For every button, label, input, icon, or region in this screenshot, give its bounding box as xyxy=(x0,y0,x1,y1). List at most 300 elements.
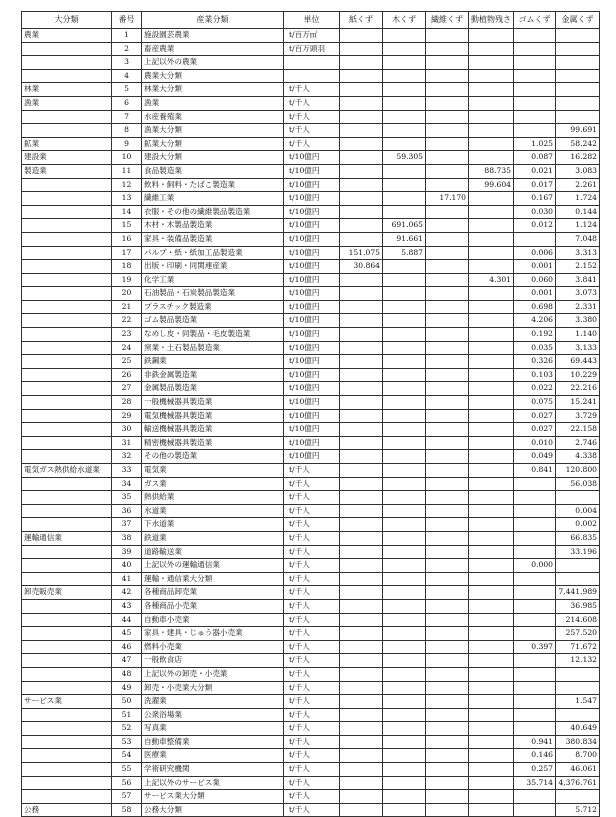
rubber-waste-cell: 0.001 xyxy=(514,287,556,301)
unit-cell: t/千人 xyxy=(284,695,340,709)
wood-waste-cell xyxy=(383,29,426,43)
wood-waste-cell xyxy=(383,803,426,817)
unit-cell: t/千人 xyxy=(284,667,340,681)
rubber-waste-cell: 0.075 xyxy=(514,396,556,410)
unit-cell xyxy=(284,56,340,70)
paper-waste-cell xyxy=(340,518,383,532)
wood-waste-cell xyxy=(383,287,426,301)
major-category-cell xyxy=(22,776,112,790)
rubber-waste-cell xyxy=(514,518,556,532)
major-category-cell: 農業 xyxy=(22,29,112,43)
fiber-waste-cell xyxy=(426,287,469,301)
animal-plant-residue-cell xyxy=(469,287,514,301)
fiber-waste-cell xyxy=(426,695,469,709)
metal-waste-cell xyxy=(556,29,600,43)
unit-cell: t/千人 xyxy=(284,803,340,817)
row-number-cell: 54 xyxy=(112,749,142,763)
metal-waste-cell: 5.712 xyxy=(556,803,600,817)
unit-cell: t/千人 xyxy=(284,599,340,613)
wood-waste-cell xyxy=(383,192,426,206)
unit-cell: t/千人 xyxy=(284,749,340,763)
major-category-cell xyxy=(22,477,112,491)
industry-name-cell: 石油製品・石炭製品製造業 xyxy=(142,287,284,301)
animal-plant-residue-cell xyxy=(469,328,514,342)
wood-waste-cell xyxy=(383,178,426,192)
industry-name-cell: 輸送機械器具製造業 xyxy=(142,423,284,437)
table-row xyxy=(22,436,600,450)
industry-name-cell: 電気業 xyxy=(142,464,284,478)
fiber-waste-cell xyxy=(426,382,469,396)
major-category-cell xyxy=(22,504,112,518)
wood-waste-cell xyxy=(383,436,426,450)
animal-plant-residue-cell xyxy=(469,29,514,43)
metal-waste-cell: 46.061 xyxy=(556,763,600,777)
metal-waste-cell: 4.338 xyxy=(556,450,600,464)
table-row xyxy=(22,273,600,287)
metal-waste-cell: 15.241 xyxy=(556,396,600,410)
row-number-cell: 25 xyxy=(112,355,142,369)
wood-waste-cell xyxy=(383,735,426,749)
fiber-waste-cell xyxy=(426,681,469,695)
industry-name-cell: 燃料小売業 xyxy=(142,640,284,654)
table-row xyxy=(22,423,600,437)
table-row xyxy=(22,749,600,763)
table-row xyxy=(22,531,600,545)
metal-waste-cell: 58.242 xyxy=(556,137,600,151)
fiber-waste-cell xyxy=(426,654,469,668)
unit-cell: t/千人 xyxy=(284,763,340,777)
industry-name-cell: 鉱業大分類 xyxy=(142,137,284,151)
header-paper-waste: 紙くず xyxy=(340,12,383,29)
row-number-cell: 17 xyxy=(112,246,142,260)
major-category-cell xyxy=(22,314,112,328)
table-row xyxy=(22,96,600,110)
metal-waste-cell xyxy=(556,790,600,804)
wood-waste-cell xyxy=(383,368,426,382)
rubber-waste-cell: 0.326 xyxy=(514,355,556,369)
header-metal-waste: 金属くず xyxy=(556,12,600,29)
animal-plant-residue-cell xyxy=(469,749,514,763)
major-category-cell xyxy=(22,640,112,654)
unit-cell: t/10億円 xyxy=(284,382,340,396)
rubber-waste-cell xyxy=(514,56,556,70)
table-row xyxy=(22,735,600,749)
unit-cell: t/千人 xyxy=(284,640,340,654)
wood-waste-cell xyxy=(383,396,426,410)
unit-cell: t/10億円 xyxy=(284,232,340,246)
table-row xyxy=(22,355,600,369)
animal-plant-residue-cell xyxy=(469,654,514,668)
row-number-cell: 2 xyxy=(112,42,142,56)
industry-name-cell: 電気機械器具製造業 xyxy=(142,409,284,423)
industry-name-cell: ガス業 xyxy=(142,477,284,491)
rubber-waste-cell xyxy=(514,124,556,138)
table-row xyxy=(22,69,600,83)
fiber-waste-cell xyxy=(426,722,469,736)
metal-waste-cell xyxy=(556,56,600,70)
industry-name-cell: 漁業大分類 xyxy=(142,124,284,138)
industry-name-cell: 施設園芸農業 xyxy=(142,29,284,43)
wood-waste-cell xyxy=(383,314,426,328)
table-row xyxy=(22,260,600,274)
metal-waste-cell: 1.547 xyxy=(556,695,600,709)
industry-name-cell: 上記以外の農業 xyxy=(142,56,284,70)
row-number-cell: 37 xyxy=(112,518,142,532)
table-row xyxy=(22,328,600,342)
unit-cell: t/10億円 xyxy=(284,341,340,355)
rubber-waste-cell: 0.027 xyxy=(514,409,556,423)
major-category-cell xyxy=(22,219,112,233)
row-number-cell: 22 xyxy=(112,314,142,328)
table-row xyxy=(22,164,600,178)
document-page xyxy=(21,11,599,817)
row-number-cell: 51 xyxy=(112,708,142,722)
wood-waste-cell xyxy=(383,708,426,722)
table-row xyxy=(22,599,600,613)
major-category-cell xyxy=(22,763,112,777)
animal-plant-residue-cell xyxy=(469,586,514,600)
major-category-cell xyxy=(22,232,112,246)
fiber-waste-cell xyxy=(426,355,469,369)
table-row xyxy=(22,232,600,246)
metal-waste-cell xyxy=(556,667,600,681)
animal-plant-residue-cell xyxy=(469,232,514,246)
metal-waste-cell: 22.216 xyxy=(556,382,600,396)
rubber-waste-cell: 0.192 xyxy=(514,328,556,342)
row-number-cell: 12 xyxy=(112,178,142,192)
major-category-cell xyxy=(22,735,112,749)
unit-cell: t/千人 xyxy=(284,124,340,138)
unit-cell: t/千人 xyxy=(284,586,340,600)
rubber-waste-cell: 0.087 xyxy=(514,151,556,165)
row-number-cell: 20 xyxy=(112,287,142,301)
industry-name-cell: 繊維工業 xyxy=(142,192,284,206)
row-number-cell: 32 xyxy=(112,450,142,464)
major-category-cell xyxy=(22,260,112,274)
wood-waste-cell xyxy=(383,96,426,110)
animal-plant-residue-cell xyxy=(469,56,514,70)
unit-cell: t/千人 xyxy=(284,477,340,491)
industry-name-cell: 各種商品小売業 xyxy=(142,599,284,613)
rubber-waste-cell: 0.397 xyxy=(514,640,556,654)
industry-name-cell: 上記以外の運輸通信業 xyxy=(142,559,284,573)
paper-waste-cell: 30.864 xyxy=(340,260,383,274)
major-category-cell xyxy=(22,300,112,314)
wood-waste-cell xyxy=(383,273,426,287)
major-category-cell xyxy=(22,124,112,138)
row-number-cell: 58 xyxy=(112,803,142,817)
fiber-waste-cell xyxy=(426,436,469,450)
fiber-waste-cell xyxy=(426,260,469,274)
metal-waste-cell: 10.229 xyxy=(556,368,600,382)
fiber-waste-cell xyxy=(426,409,469,423)
metal-waste-cell xyxy=(556,96,600,110)
rubber-waste-cell xyxy=(514,42,556,56)
rubber-waste-cell: 0.027 xyxy=(514,423,556,437)
paper-waste-cell xyxy=(340,314,383,328)
fiber-waste-cell xyxy=(426,232,469,246)
table-row xyxy=(22,586,600,600)
industry-name-cell: サービス業大分類 xyxy=(142,790,284,804)
industry-name-cell: 衣服・その他の繊維製品製造業 xyxy=(142,205,284,219)
wood-waste-cell xyxy=(383,627,426,641)
metal-waste-cell: 2.261 xyxy=(556,178,600,192)
animal-plant-residue-cell xyxy=(469,110,514,124)
table-row xyxy=(22,83,600,97)
industry-name-cell: パルプ・紙・紙加工品製造業 xyxy=(142,246,284,260)
animal-plant-residue-cell: 88.735 xyxy=(469,164,514,178)
paper-waste-cell xyxy=(340,667,383,681)
unit-cell: t/10億円 xyxy=(284,219,340,233)
unit-cell: t/千人 xyxy=(284,776,340,790)
metal-waste-cell: 36.985 xyxy=(556,599,600,613)
table-row xyxy=(22,341,600,355)
animal-plant-residue-cell xyxy=(469,545,514,559)
metal-waste-cell: 33.196 xyxy=(556,545,600,559)
rubber-waste-cell: 0.017 xyxy=(514,178,556,192)
animal-plant-residue-cell xyxy=(469,477,514,491)
table-row xyxy=(22,654,600,668)
industry-name-cell: 学術研究機関 xyxy=(142,763,284,777)
paper-waste-cell xyxy=(340,328,383,342)
rubber-waste-cell xyxy=(514,232,556,246)
major-category-cell: 卸売販売業 xyxy=(22,586,112,600)
fiber-waste-cell xyxy=(426,803,469,817)
wood-waste-cell xyxy=(383,464,426,478)
major-category-cell xyxy=(22,450,112,464)
paper-waste-cell xyxy=(340,613,383,627)
metal-waste-cell: 7,441.989 xyxy=(556,586,600,600)
wood-waste-cell xyxy=(383,504,426,518)
row-number-cell: 30 xyxy=(112,423,142,437)
metal-waste-cell: 3.841 xyxy=(556,273,600,287)
fiber-waste-cell xyxy=(426,599,469,613)
wood-waste-cell xyxy=(383,749,426,763)
major-category-cell xyxy=(22,722,112,736)
metal-waste-cell: 1.140 xyxy=(556,328,600,342)
metal-waste-cell xyxy=(556,69,600,83)
paper-waste-cell xyxy=(340,531,383,545)
metal-waste-cell: 3.073 xyxy=(556,287,600,301)
industry-name-cell: 公務大分類 xyxy=(142,803,284,817)
animal-plant-residue-cell xyxy=(469,504,514,518)
paper-waste-cell xyxy=(340,96,383,110)
rubber-waste-cell: 0.001 xyxy=(514,260,556,274)
fiber-waste-cell xyxy=(426,300,469,314)
row-number-cell: 16 xyxy=(112,232,142,246)
rubber-waste-cell xyxy=(514,599,556,613)
unit-cell: t/10億円 xyxy=(284,368,340,382)
animal-plant-residue-cell xyxy=(469,341,514,355)
industry-name-cell: 水産養殖業 xyxy=(142,110,284,124)
fiber-waste-cell xyxy=(426,110,469,124)
major-category-cell xyxy=(22,749,112,763)
paper-waste-cell: 151.075 xyxy=(340,246,383,260)
row-number-cell: 44 xyxy=(112,613,142,627)
paper-waste-cell xyxy=(340,695,383,709)
fiber-waste-cell xyxy=(426,763,469,777)
row-number-cell: 8 xyxy=(112,124,142,138)
paper-waste-cell xyxy=(340,178,383,192)
animal-plant-residue-cell xyxy=(469,124,514,138)
paper-waste-cell xyxy=(340,654,383,668)
rubber-waste-cell: 0.941 xyxy=(514,735,556,749)
major-category-cell xyxy=(22,382,112,396)
unit-cell: t/千人 xyxy=(284,110,340,124)
wood-waste-cell xyxy=(383,164,426,178)
rubber-waste-cell: 0.146 xyxy=(514,749,556,763)
industry-name-cell: 公衆浴場業 xyxy=(142,708,284,722)
fiber-waste-cell: 17.170 xyxy=(426,192,469,206)
row-number-cell: 39 xyxy=(112,545,142,559)
table-row xyxy=(22,29,600,43)
fiber-waste-cell xyxy=(426,328,469,342)
rubber-waste-cell: 0.035 xyxy=(514,341,556,355)
rubber-waste-cell xyxy=(514,83,556,97)
metal-waste-cell: 380.834 xyxy=(556,735,600,749)
metal-waste-cell: 3.083 xyxy=(556,164,600,178)
rubber-waste-cell: 0.060 xyxy=(514,273,556,287)
paper-waste-cell xyxy=(340,708,383,722)
wood-waste-cell xyxy=(383,355,426,369)
unit-cell: t/千人 xyxy=(284,464,340,478)
major-category-cell xyxy=(22,667,112,681)
paper-waste-cell xyxy=(340,735,383,749)
industry-name-cell: 医療業 xyxy=(142,749,284,763)
major-category-cell: 運輸通信業 xyxy=(22,531,112,545)
table-row xyxy=(22,790,600,804)
table-row xyxy=(22,396,600,410)
metal-waste-cell xyxy=(556,491,600,505)
table-row xyxy=(22,382,600,396)
row-number-cell: 4 xyxy=(112,69,142,83)
paper-waste-cell xyxy=(340,219,383,233)
metal-waste-cell: 0.144 xyxy=(556,205,600,219)
paper-waste-cell xyxy=(340,42,383,56)
unit-cell: t/千人 xyxy=(284,708,340,722)
paper-waste-cell xyxy=(340,164,383,178)
row-number-cell: 56 xyxy=(112,776,142,790)
table-row xyxy=(22,545,600,559)
metal-waste-cell: 3.729 xyxy=(556,409,600,423)
rubber-waste-cell: 0.006 xyxy=(514,246,556,260)
wood-waste-cell xyxy=(383,695,426,709)
industry-name-cell: 林業大分類 xyxy=(142,83,284,97)
paper-waste-cell xyxy=(340,341,383,355)
paper-waste-cell xyxy=(340,640,383,654)
table-body xyxy=(22,29,600,817)
animal-plant-residue-cell xyxy=(469,803,514,817)
metal-waste-cell: 56.038 xyxy=(556,477,600,491)
rubber-waste-cell: 0.167 xyxy=(514,192,556,206)
fiber-waste-cell xyxy=(426,423,469,437)
animal-plant-residue-cell xyxy=(469,776,514,790)
fiber-waste-cell xyxy=(426,341,469,355)
major-category-cell xyxy=(22,409,112,423)
industry-name-cell: 窯業・土石製品製造業 xyxy=(142,341,284,355)
fiber-waste-cell xyxy=(426,219,469,233)
table-row xyxy=(22,178,600,192)
rubber-waste-cell xyxy=(514,803,556,817)
paper-waste-cell xyxy=(340,124,383,138)
row-number-cell: 47 xyxy=(112,654,142,668)
row-number-cell: 10 xyxy=(112,151,142,165)
industry-name-cell: 精密機械器具製造業 xyxy=(142,436,284,450)
wood-waste-cell xyxy=(383,776,426,790)
metal-waste-cell: 66.835 xyxy=(556,531,600,545)
metal-waste-cell: 2.152 xyxy=(556,260,600,274)
fiber-waste-cell xyxy=(426,396,469,410)
fiber-waste-cell xyxy=(426,56,469,70)
rubber-waste-cell xyxy=(514,504,556,518)
rubber-waste-cell: 0.030 xyxy=(514,205,556,219)
row-number-cell: 34 xyxy=(112,477,142,491)
major-category-cell: 電気ガス熱供給水道業 xyxy=(22,464,112,478)
metal-waste-cell: 8.700 xyxy=(556,749,600,763)
animal-plant-residue-cell xyxy=(469,763,514,777)
paper-waste-cell xyxy=(340,464,383,478)
industry-name-cell: 出版・印刷・同関連産業 xyxy=(142,260,284,274)
wood-waste-cell xyxy=(383,667,426,681)
table-row xyxy=(22,491,600,505)
unit-cell: t/10億円 xyxy=(284,314,340,328)
animal-plant-residue-cell xyxy=(469,790,514,804)
unit-cell: t/千人 xyxy=(284,137,340,151)
unit-cell: t/10億円 xyxy=(284,396,340,410)
table-row xyxy=(22,722,600,736)
unit-cell: t/千人 xyxy=(284,545,340,559)
row-number-cell: 7 xyxy=(112,110,142,124)
industry-name-cell: 卸売・小売業大分類 xyxy=(142,681,284,695)
animal-plant-residue-cell xyxy=(469,205,514,219)
unit-cell: t/10億円 xyxy=(284,450,340,464)
paper-waste-cell xyxy=(340,300,383,314)
animal-plant-residue-cell xyxy=(469,531,514,545)
paper-waste-cell xyxy=(340,681,383,695)
fiber-waste-cell xyxy=(426,586,469,600)
metal-waste-cell xyxy=(556,681,600,695)
row-number-cell: 46 xyxy=(112,640,142,654)
table-row xyxy=(22,477,600,491)
wood-waste-cell xyxy=(383,559,426,573)
row-number-cell: 6 xyxy=(112,96,142,110)
fiber-waste-cell xyxy=(426,69,469,83)
paper-waste-cell xyxy=(340,763,383,777)
industry-name-cell: 道路輸送業 xyxy=(142,545,284,559)
wood-waste-cell xyxy=(383,545,426,559)
wood-waste-cell xyxy=(383,491,426,505)
animal-plant-residue-cell xyxy=(469,192,514,206)
rubber-waste-cell xyxy=(514,681,556,695)
row-number-cell: 31 xyxy=(112,436,142,450)
animal-plant-residue-cell xyxy=(469,599,514,613)
unit-cell: t/千人 xyxy=(284,735,340,749)
fiber-waste-cell xyxy=(426,137,469,151)
major-category-cell: 公務 xyxy=(22,803,112,817)
rubber-waste-cell xyxy=(514,708,556,722)
industry-name-cell: 一般飲食店 xyxy=(142,654,284,668)
rubber-waste-cell: 0.022 xyxy=(514,382,556,396)
rubber-waste-cell xyxy=(514,477,556,491)
animal-plant-residue-cell xyxy=(469,355,514,369)
table-row xyxy=(22,518,600,532)
paper-waste-cell xyxy=(340,273,383,287)
rubber-waste-cell: 0.698 xyxy=(514,300,556,314)
major-category-cell xyxy=(22,341,112,355)
fiber-waste-cell xyxy=(426,83,469,97)
wood-waste-cell: 691.065 xyxy=(383,219,426,233)
metal-waste-cell: 40.649 xyxy=(556,722,600,736)
